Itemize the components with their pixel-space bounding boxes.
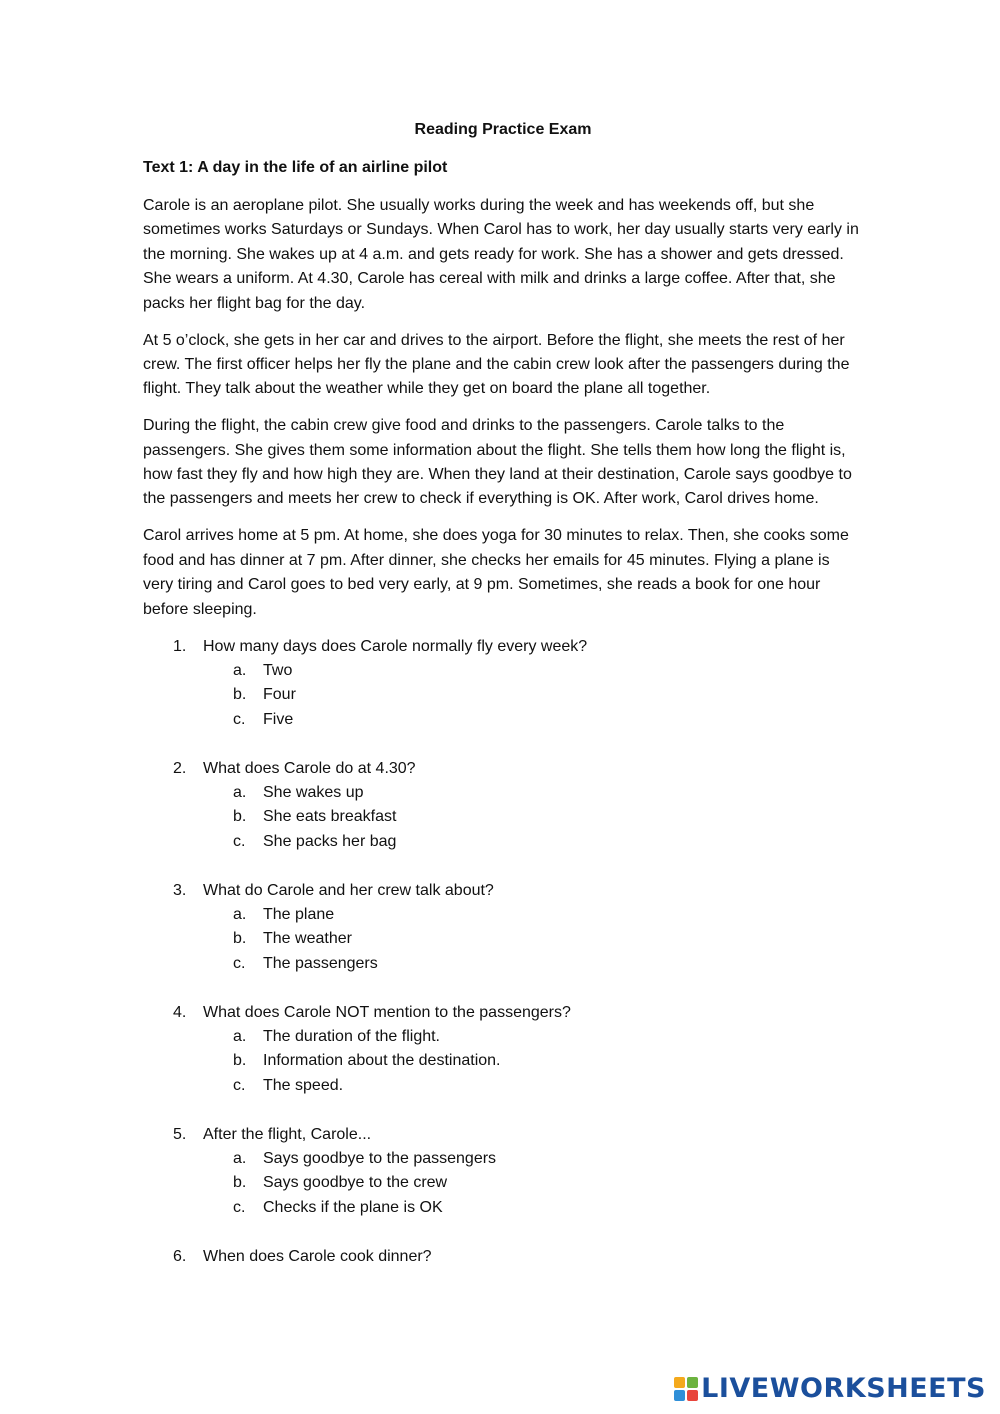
option-c[interactable] [203, 1074, 863, 1098]
question-text: How many days does Carole normally fly every week? [203, 637, 588, 655]
question-text: When does Carole cook dinner? [203, 1247, 432, 1265]
option-letter: c. [233, 1198, 246, 1216]
option-letter: a. [233, 783, 247, 801]
option-text: Says goodbye to the crew [263, 1174, 448, 1192]
question-number: 2. [173, 759, 187, 777]
question-number: 3. [173, 881, 187, 899]
option-b[interactable] [203, 683, 863, 707]
option-list [203, 781, 863, 854]
logo-tile [674, 1377, 685, 1388]
option-letter: c. [233, 832, 246, 850]
section-title: Text 1: A day in the life of an airline pilot [143, 159, 448, 176]
option-letter: a. [233, 1027, 247, 1045]
option-text: She packs her bag [263, 832, 397, 850]
option-list [203, 659, 863, 732]
question-1 [143, 635, 863, 733]
option-text: She wakes up [263, 783, 364, 801]
question-2 [143, 757, 863, 855]
option-text: Says goodbye to the passengers [263, 1149, 497, 1167]
question-4 [143, 1001, 863, 1099]
question-number: 4. [173, 1003, 187, 1021]
option-letter: b. [233, 1174, 247, 1192]
question-list [143, 635, 863, 1269]
option-text: The plane [263, 905, 335, 923]
option-list [203, 1025, 863, 1098]
paragraph: At 5 o’clock, she gets in her car and drives to the airport. Before the flight, she meets the rest of her crew. The first officer helps her fly the plane and the cabin crew look after the passengers during the flight. They talk about the weather while they get on board the plane all together. [143, 331, 850, 398]
paragraph: During the flight, the cabin crew give food and drinks to the passengers. Carole talks to the passengers. She gives them some information about the flight. She tells them how long the flight is, how fast they fly and how high they are. When they land at their destination, Carole says goodbye to the passengers and meets her crew to check if everything is OK. After work, Carol drives home. [143, 417, 852, 508]
logo-tile [674, 1390, 685, 1401]
option-letter: a. [233, 1149, 247, 1167]
option-letter: b. [233, 808, 247, 826]
paragraph: Carol arrives home at 5 pm. At home, she does yoga for 30 minutes to relax. Then, she cooks some food and has dinner at 7 pm. After dinner, she checks her emails for 45 minutes. Flying a plane is very tiring and Carol goes to bed very early, at 9 pm. Sometimes, she reads a book for one hour before sleeping. [143, 527, 849, 618]
option-letter: b. [233, 686, 247, 704]
logo-tile [687, 1377, 698, 1388]
question-number: 6. [173, 1247, 187, 1265]
option-c[interactable] [203, 708, 863, 732]
option-letter: b. [233, 1052, 247, 1070]
page-title: Reading Practice Exam [414, 121, 592, 138]
option-list [203, 1147, 863, 1220]
worksheet-page [143, 118, 863, 1293]
option-letter: a. [233, 661, 247, 679]
option-letter: c. [233, 954, 246, 972]
question-number: 5. [173, 1125, 187, 1143]
option-b[interactable] [203, 1171, 863, 1195]
option-a[interactable] [203, 903, 863, 927]
option-c[interactable] [203, 952, 863, 976]
option-text: Two [263, 661, 293, 679]
option-text: The duration of the flight. [263, 1027, 440, 1045]
question-5 [143, 1123, 863, 1221]
option-letter: b. [233, 930, 247, 948]
question-text: What does Carole do at 4.30? [203, 759, 416, 777]
option-a[interactable] [203, 1025, 863, 1049]
option-c[interactable] [203, 1196, 863, 1220]
option-text: Four [263, 686, 296, 704]
question-6 [143, 1245, 863, 1269]
option-b[interactable] [203, 805, 863, 829]
reading-text [143, 194, 863, 622]
option-text: The weather [263, 930, 352, 948]
liveworksheets-logo-icon [674, 1377, 698, 1401]
question-text: What does Carole NOT mention to the passengers? [203, 1003, 571, 1021]
option-letter: c. [233, 1076, 246, 1094]
option-a[interactable] [203, 1147, 863, 1171]
option-b[interactable] [203, 1049, 863, 1073]
option-a[interactable] [203, 781, 863, 805]
paragraph: Carole is an aeroplane pilot. She usually works during the week and has weekends off, but she sometimes works Saturdays or Sundays. When Carol has to work, her day usually starts very early in the morning. She wakes up at 4 a.m. and gets ready for work. She has a shower and gets dressed. She wears a uniform. At 4.30, Carole has cereal with milk and drinks a large coffee. After that, she packs her flight bag for the day. [143, 197, 859, 312]
liveworksheets-logo[interactable] [674, 1373, 986, 1404]
question-text: What do Carole and her crew talk about? [203, 881, 494, 899]
logo-text: LIVEWORKSHEETS [701, 1373, 986, 1404]
option-text: Checks if the plane is OK [263, 1198, 443, 1216]
logo-tile [687, 1390, 698, 1401]
option-text: The speed. [263, 1076, 344, 1094]
option-text: She eats breakfast [263, 808, 397, 826]
option-list [203, 903, 863, 976]
option-letter: a. [233, 905, 247, 923]
option-b[interactable] [203, 927, 863, 951]
question-3 [143, 879, 863, 977]
option-c[interactable] [203, 830, 863, 854]
option-a[interactable] [203, 659, 863, 683]
option-letter: c. [233, 710, 246, 728]
option-text: Five [263, 710, 294, 728]
option-text: The passengers [263, 954, 378, 972]
question-text: After the flight, Carole... [203, 1125, 372, 1143]
question-number: 1. [173, 637, 187, 655]
option-text: Information about the destination. [263, 1052, 501, 1070]
